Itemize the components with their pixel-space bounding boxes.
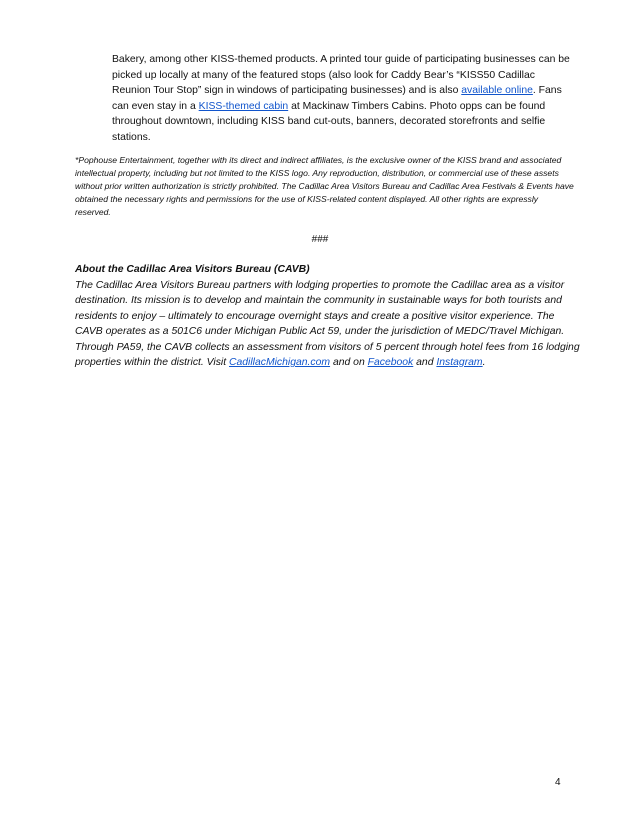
about-text: and xyxy=(413,357,437,368)
paragraph-text: at Mackinaw Timbers Cabins. Photo opps can be found throughout downtown, including KISS band cut-outs, banners, decorated storefronts and selfie stations. xyxy=(112,100,546,143)
about-heading: About the Cadillac Area Visitors Bureau (CAVB) xyxy=(75,264,310,275)
instagram-link[interactable]: Instagram xyxy=(436,357,483,368)
facebook-link[interactable]: Facebook xyxy=(367,357,414,368)
about-text: The Cadillac Area Visitors Bureau partners with lodging properties to promote the Cadillac area as a visitor destination. Its mission is to develop and maintain the community in sustainable ways for both tourists and residents to enjoy – ultimately to encourage overnight stays and create a positive visitor experience. The CAVB operates as a 501C6 under Michigan Public Act 59, under the jurisdiction of MEDC/Travel Michigan. Through PA59, the CAVB collects an assessment from visitors of 5 percent through hotel fees from 16 lodging properties within the district. Visit xyxy=(75,279,580,368)
website-link[interactable]: CadillacMichigan.com xyxy=(229,357,331,368)
paragraph-text: Bakery, among other KISS-themed products. A printed tour guide of participating businesses can be picked up locally at many of the featured stops (also look for Caddy Bear’s “KISS50 Cadillac Reunion Tour Stop” sign in windows of participating businesses) and is also xyxy=(112,54,570,97)
section-divider: ### xyxy=(311,234,329,245)
tour-guide-paragraph xyxy=(112,52,572,146)
kiss-themed-cabin-link[interactable]: KISS-themed cabin xyxy=(198,100,289,112)
available-online-link[interactable]: available online xyxy=(461,85,533,97)
about-text: and on xyxy=(330,357,368,368)
copyright-disclaimer: *Pophouse Entertainment, together with its direct and indirect affiliates, is the exclusive owner of the KISS brand and associated intellectual property, including but not limited to the KISS logo. Any reproduction, distribution, or commercial use of these assets without prior written authorization is strictly prohibited. The Cadillac Area Visitors Bureau and Cadillac Area Festivals & Events have obtained the necessary rights and permissions for the use of KISS-related content displayed. All other rights are expressly reserved. xyxy=(75,155,574,217)
paragraph-text: . Fans can even stay in a xyxy=(112,85,562,112)
about-text: . xyxy=(482,357,486,368)
page-number: 4 xyxy=(555,777,561,788)
about-section xyxy=(75,262,580,371)
